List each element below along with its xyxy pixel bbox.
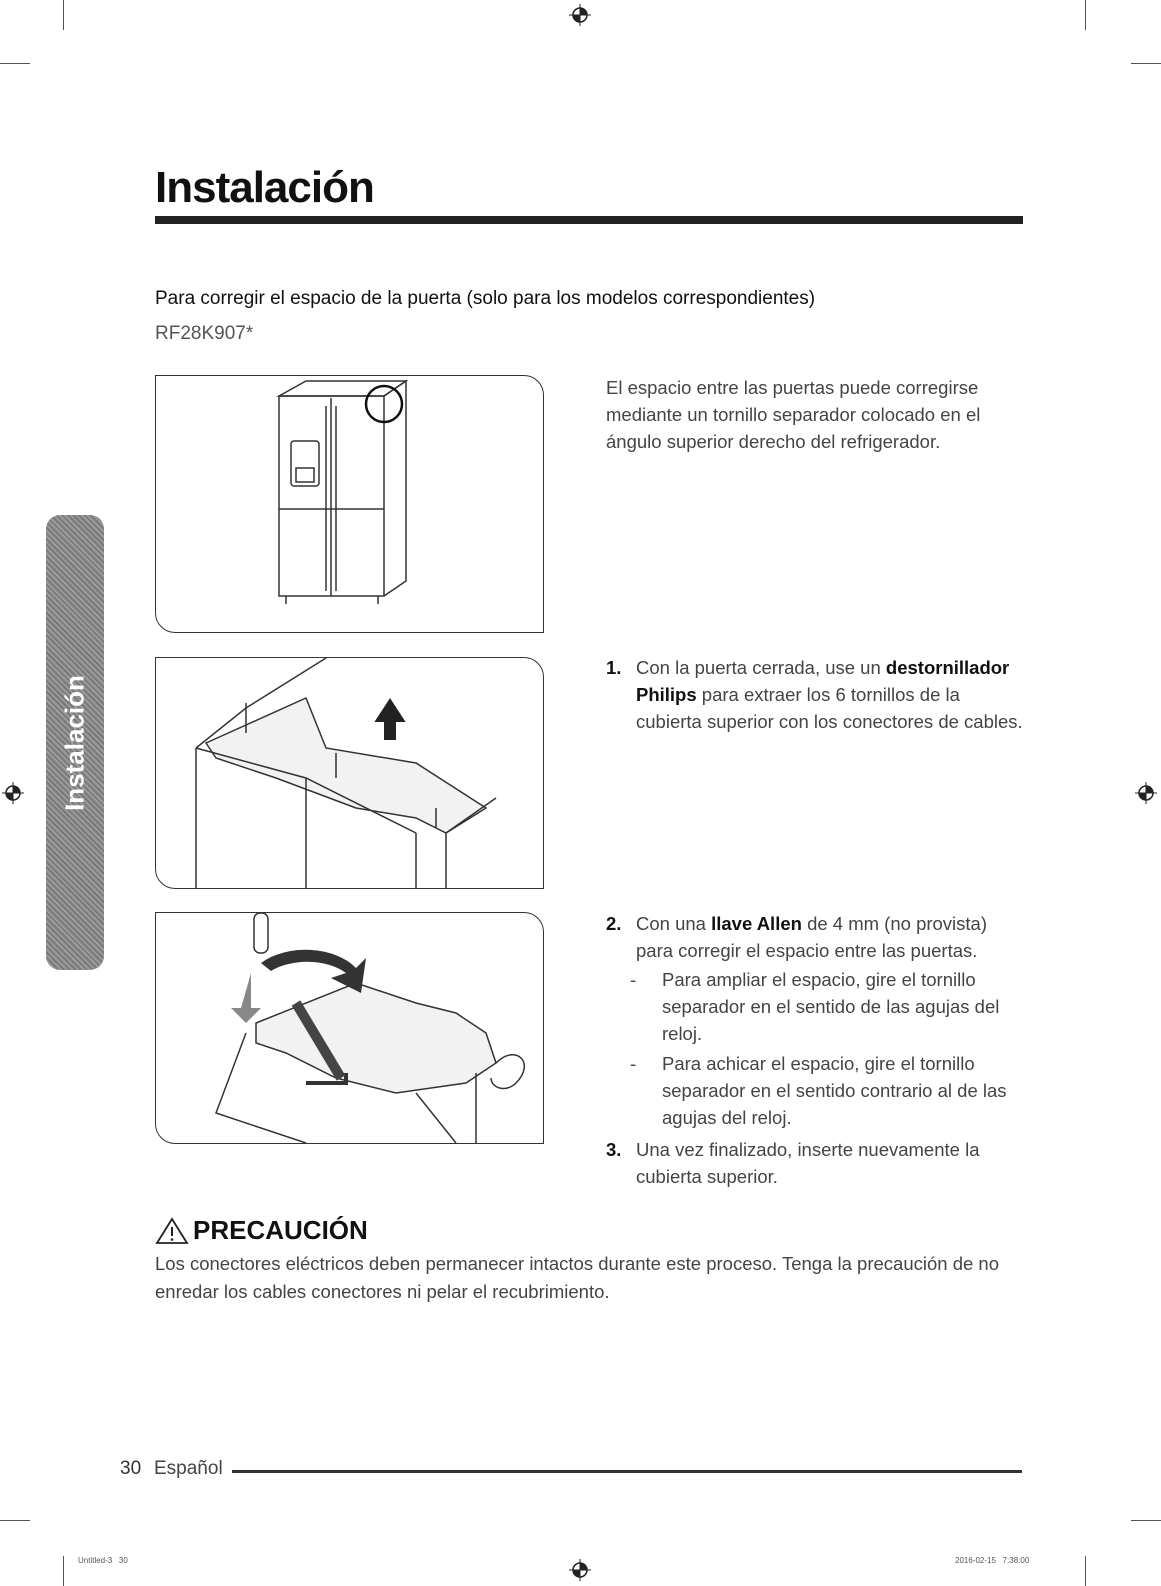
step-number: 1. <box>606 657 622 678</box>
warning-triangle-icon <box>155 1217 189 1245</box>
refrigerator-illustration <box>156 376 543 632</box>
crop-mark <box>1131 63 1161 64</box>
title-divider <box>155 216 1023 224</box>
caution-heading <box>155 1215 368 1246</box>
crop-mark <box>63 0 64 30</box>
bullet-narrow <box>630 1050 1020 1131</box>
print-slug-file: Untitled-3 30 <box>78 1556 128 1565</box>
page-number: 30 <box>120 1458 142 1479</box>
step-text: Con la puerta cerrada, use un <box>636 657 886 678</box>
intro-paragraph: El espacio entre las puertas puede corregirse mediante un tornillo separador colocado en el ángulo superior derecho del refrigerador. <box>606 377 981 452</box>
bullet-dash: - <box>630 1053 637 1074</box>
caution-title: PRECAUCIÓN <box>193 1215 368 1245</box>
top-cover-illustration <box>156 658 543 888</box>
registration-mark-icon <box>569 1559 591 1581</box>
allen-key-illustration <box>156 913 543 1143</box>
bullet-text: Para ampliar el espacio, gire el tornillo separador en el sentido de las agujas del reloj. <box>662 969 1000 1044</box>
bullet-widen <box>630 966 1020 1047</box>
step-text: Con una <box>636 913 712 934</box>
figure-allen-key <box>155 912 544 1144</box>
registration-mark-icon <box>569 4 591 26</box>
crop-mark <box>63 1556 64 1586</box>
caution-text: Los conectores eléctricos deben permanecer intactos durante este proceso. Tenga la precaución de no enredar los cables conectores ni pelar el recubrimiento. <box>155 1253 999 1302</box>
footer-language: Español <box>154 1458 223 1479</box>
step-text: de 4 mm (no provista) para corregir el espacio entre las puertas. <box>636 913 988 961</box>
registration-mark-icon <box>1135 782 1157 804</box>
section-heading: Para corregir el espacio de la puerta (solo para los modelos correspondientes) <box>155 288 816 309</box>
step-text: Una vez finalizado, inserte nuevamente la cubierta superior. <box>636 1139 980 1187</box>
step-3 <box>606 1136 986 1190</box>
crop-mark <box>1085 0 1086 30</box>
tool-name: llave Allen <box>711 913 802 934</box>
step-number: 3. <box>606 1139 622 1160</box>
bullet-text: Para achicar el espacio, gire el tornillo separador en el sentido contrario al de las agujas del reloj. <box>662 1053 1007 1128</box>
print-slug-date: 2016-02-15 7:38:00 <box>955 1556 1030 1565</box>
step-2 <box>606 910 1026 964</box>
chapter-side-tab <box>46 515 104 970</box>
step-text: para extraer los 6 tornillos de la cubierta superior con los conectores de cables. <box>636 684 1023 732</box>
crop-mark <box>0 1520 30 1521</box>
tool-name: destornillador Philips <box>636 657 1010 705</box>
page-title: Instalación <box>155 163 374 212</box>
crop-mark <box>1131 1520 1161 1521</box>
step-1 <box>606 654 1026 735</box>
footer-divider <box>232 1470 1022 1473</box>
step-number: 2. <box>606 913 622 934</box>
figure-refrigerator <box>155 375 544 633</box>
bullet-dash: - <box>630 969 637 990</box>
model-number: RF28K907* <box>155 323 254 344</box>
crop-mark <box>1085 1556 1086 1586</box>
crop-mark <box>0 63 30 64</box>
chapter-side-tab-label: Instalación <box>59 674 90 811</box>
figure-top-cover <box>155 657 544 889</box>
registration-mark-icon <box>2 782 24 804</box>
